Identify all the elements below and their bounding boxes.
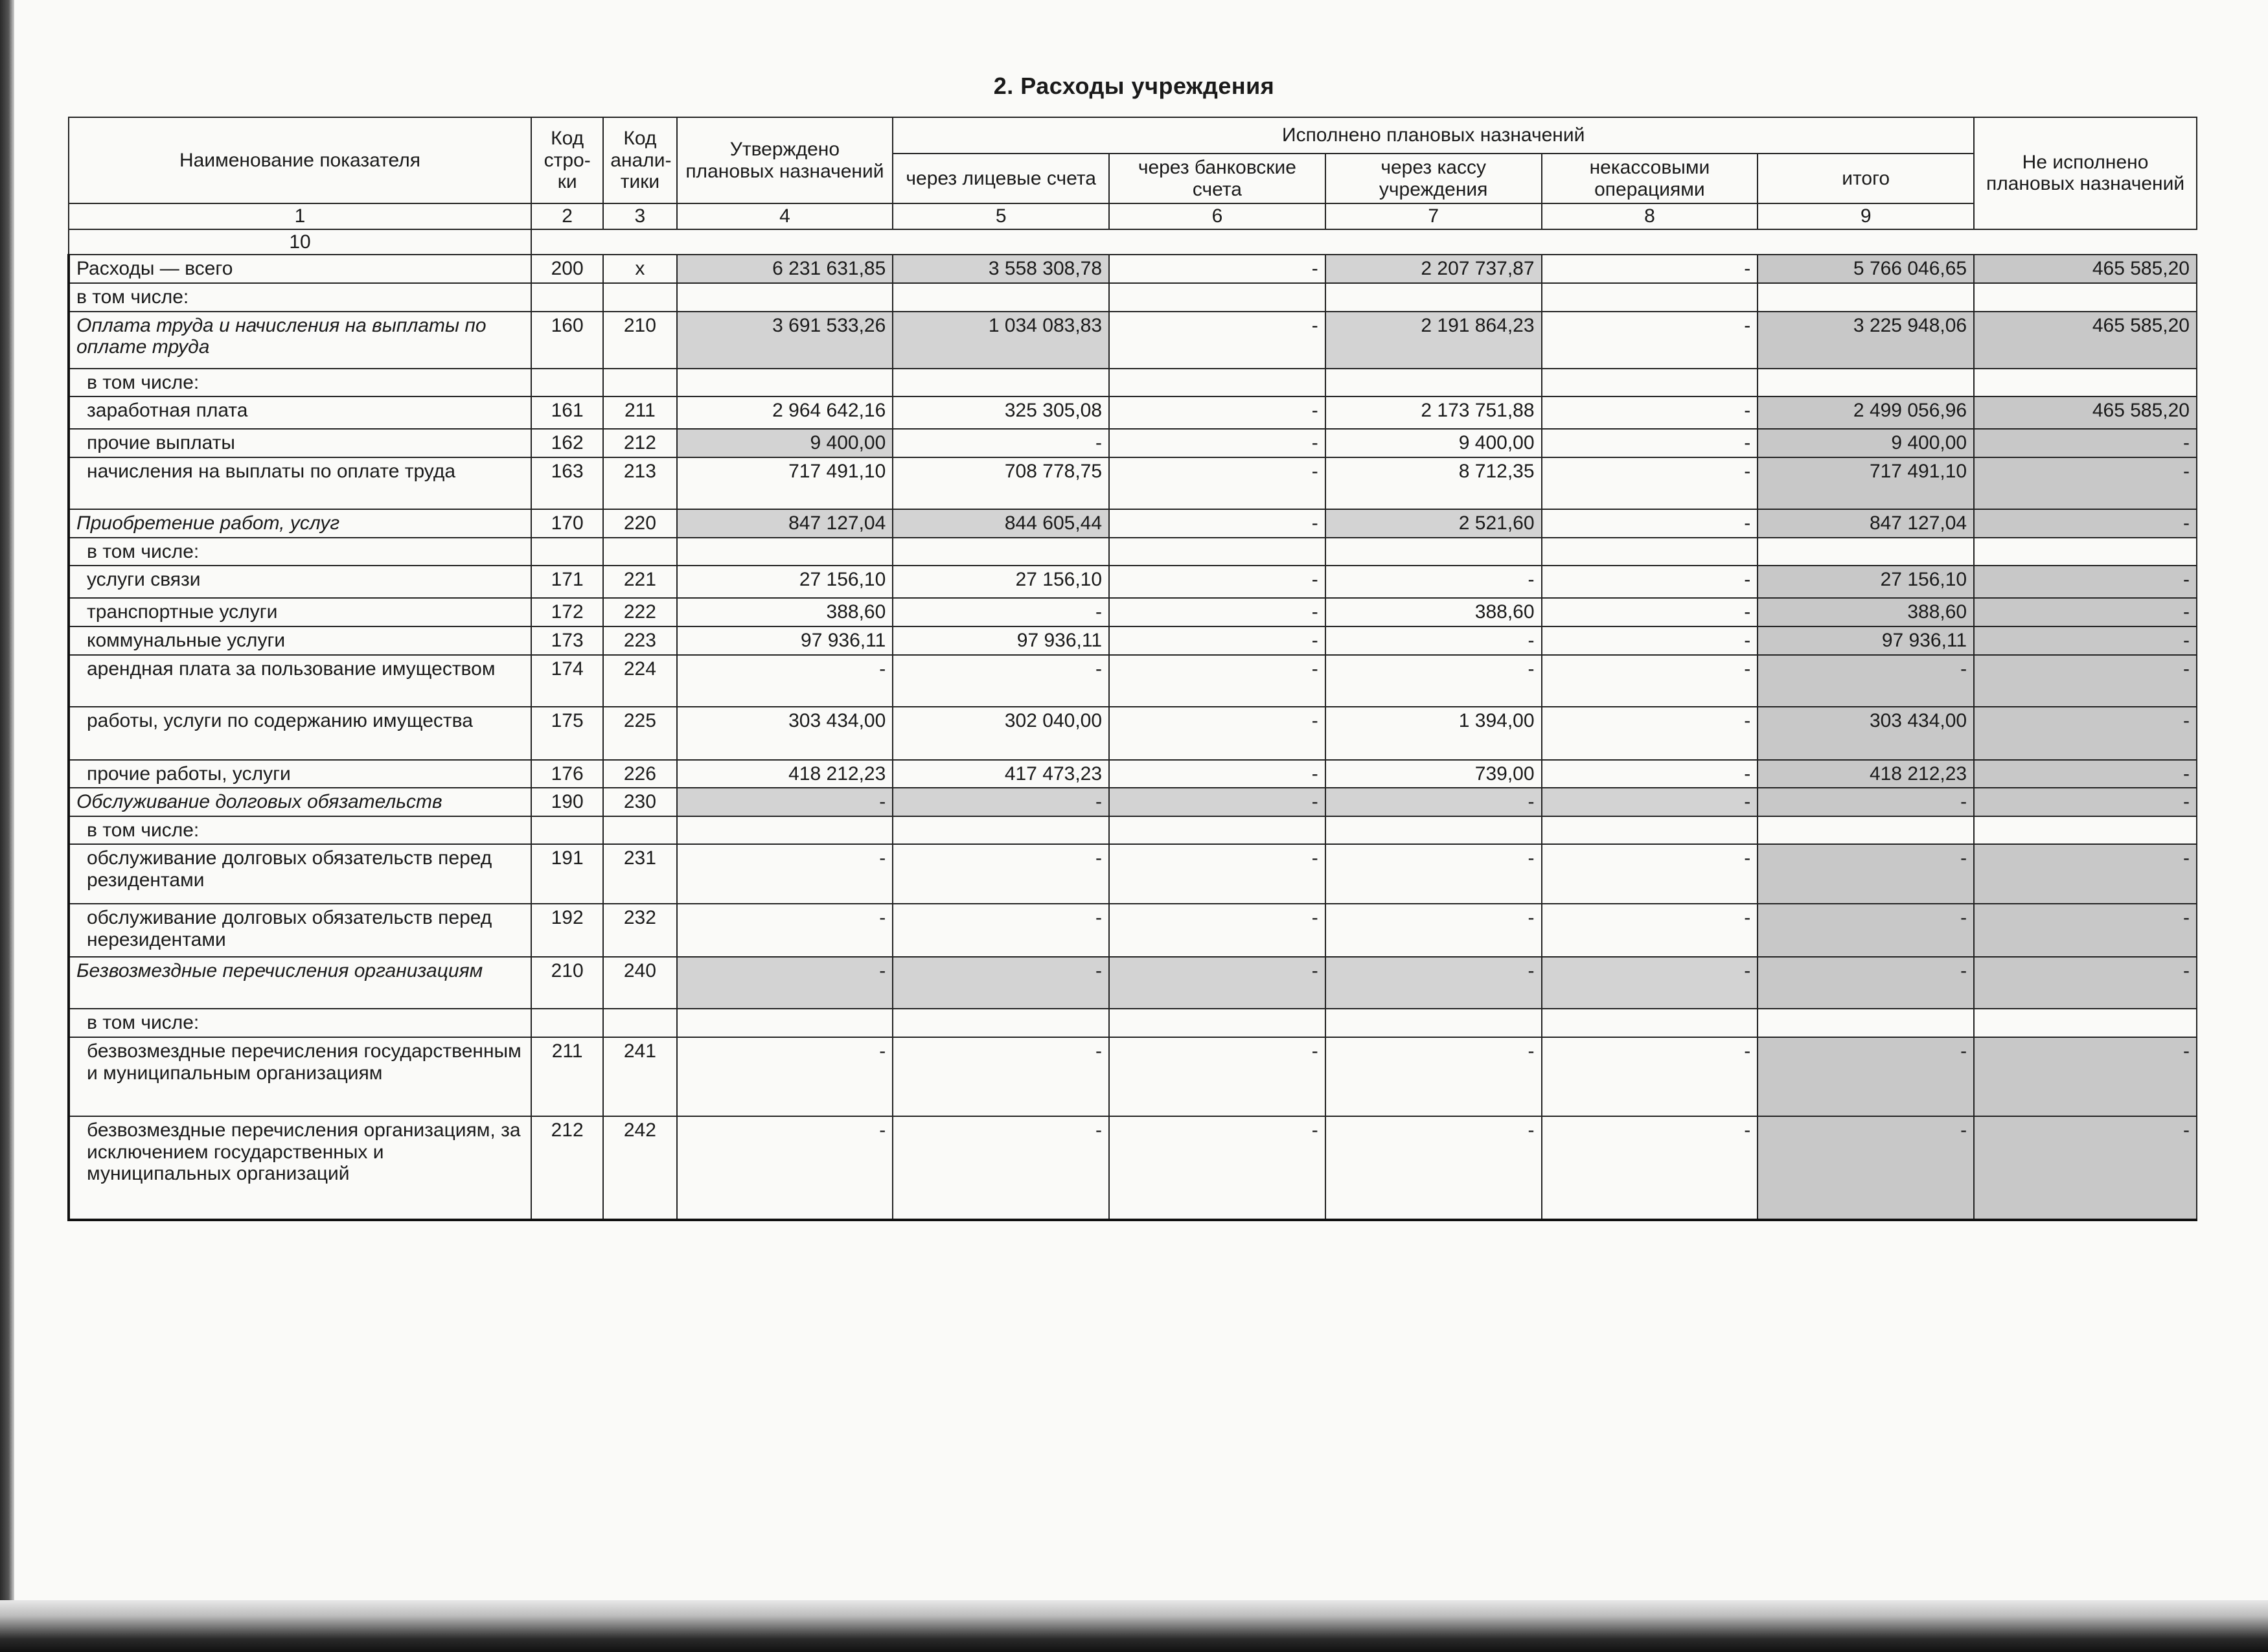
cell-col-7: - xyxy=(1325,904,1542,957)
cell-col-10 xyxy=(1974,538,2197,566)
header-via-bank: через банковские счета xyxy=(1109,154,1325,203)
table-row xyxy=(69,312,2197,369)
row-analytics-code: 213 xyxy=(603,457,676,509)
cell-col-8: - xyxy=(1542,396,1758,429)
table-row xyxy=(69,1116,2197,1220)
row-name: начисления на выплаты по оплате труда xyxy=(69,457,531,509)
column-number: 4 xyxy=(677,203,893,229)
scan-edge-bottom xyxy=(0,1600,2268,1652)
cell-col-5: 417 473,23 xyxy=(893,760,1109,788)
cell-col-7: 1 394,00 xyxy=(1325,707,1542,760)
table-row xyxy=(69,957,2197,1009)
table-row xyxy=(69,1009,2197,1037)
column-number: 2 xyxy=(531,203,603,229)
cell-col-6: - xyxy=(1109,760,1325,788)
cell-col-5: - xyxy=(893,957,1109,1009)
row-code: 173 xyxy=(531,626,603,655)
table-row xyxy=(69,788,2197,816)
row-code xyxy=(531,369,603,397)
row-code: 200 xyxy=(531,255,603,283)
cell-col-8: - xyxy=(1542,429,1758,457)
row-code xyxy=(531,283,603,312)
column-number: 3 xyxy=(603,203,676,229)
cell-col-9: - xyxy=(1758,1116,1974,1220)
row-name: арендная плата за пользование имуществом xyxy=(69,655,531,707)
cell-col-5 xyxy=(893,369,1109,397)
cell-col-4: 9 400,00 xyxy=(677,429,893,457)
cell-col-8: - xyxy=(1542,844,1758,904)
row-name: заработная плата xyxy=(69,396,531,429)
cell-col-7 xyxy=(1325,369,1542,397)
cell-col-8: - xyxy=(1542,904,1758,957)
cell-col-4 xyxy=(677,283,893,312)
cell-col-4: - xyxy=(677,957,893,1009)
cell-col-4: 388,60 xyxy=(677,598,893,626)
cell-col-10 xyxy=(1974,1009,2197,1037)
row-code xyxy=(531,816,603,845)
header-via-personal: через лицевые счета xyxy=(893,154,1109,203)
cell-col-4 xyxy=(677,816,893,845)
cell-col-6 xyxy=(1109,283,1325,312)
row-code: 191 xyxy=(531,844,603,904)
cell-col-8: - xyxy=(1542,457,1758,509)
cell-col-6 xyxy=(1109,538,1325,566)
cell-col-7: - xyxy=(1325,626,1542,655)
cell-col-6: - xyxy=(1109,396,1325,429)
cell-col-6: - xyxy=(1109,1116,1325,1220)
cell-col-10: - xyxy=(1974,1116,2197,1220)
header-noncash: некассовыми операциями xyxy=(1542,154,1758,203)
header-not-executed: Не исполнено плановых назначений xyxy=(1974,117,2197,229)
table-row xyxy=(69,1037,2197,1116)
cell-col-5: - xyxy=(893,788,1109,816)
cell-col-9 xyxy=(1758,816,1974,845)
cell-col-7: 2 207 737,87 xyxy=(1325,255,1542,283)
cell-col-6: - xyxy=(1109,788,1325,816)
page-title: 2. Расходы учреждения xyxy=(993,73,1275,99)
header-total: итого xyxy=(1758,154,1974,203)
cell-col-7: 388,60 xyxy=(1325,598,1542,626)
cell-col-5: - xyxy=(893,1116,1109,1220)
table-row xyxy=(69,538,2197,566)
cell-col-6: - xyxy=(1109,957,1325,1009)
table-row xyxy=(69,598,2197,626)
table-header xyxy=(69,117,2197,255)
table-row xyxy=(69,509,2197,538)
cell-col-9: 418 212,23 xyxy=(1758,760,1974,788)
cell-col-5: - xyxy=(893,655,1109,707)
column-number: 9 xyxy=(1758,203,1974,229)
cell-col-8: - xyxy=(1542,626,1758,655)
table-body xyxy=(69,255,2197,1220)
cell-col-5: - xyxy=(893,904,1109,957)
row-code: 160 xyxy=(531,312,603,369)
row-analytics-code: 231 xyxy=(603,844,676,904)
cell-col-9 xyxy=(1758,538,1974,566)
cell-col-10 xyxy=(1974,816,2197,845)
cell-col-7 xyxy=(1325,283,1542,312)
cell-col-10: - xyxy=(1974,429,2197,457)
cell-col-5 xyxy=(893,538,1109,566)
row-name: в том числе: xyxy=(69,816,531,845)
cell-col-8: - xyxy=(1542,760,1758,788)
cell-col-10: 465 585,20 xyxy=(1974,396,2197,429)
cell-col-8: - xyxy=(1542,598,1758,626)
cell-col-4: - xyxy=(677,844,893,904)
row-code: 174 xyxy=(531,655,603,707)
cell-col-10: - xyxy=(1974,844,2197,904)
cell-col-4: 847 127,04 xyxy=(677,509,893,538)
cell-col-6 xyxy=(1109,1009,1325,1037)
cell-col-6: - xyxy=(1109,509,1325,538)
cell-col-9: 717 491,10 xyxy=(1758,457,1974,509)
column-number: 7 xyxy=(1325,203,1542,229)
cell-col-9: - xyxy=(1758,957,1974,1009)
cell-col-9: 27 156,10 xyxy=(1758,566,1974,598)
cell-col-4: 418 212,23 xyxy=(677,760,893,788)
cell-col-10: - xyxy=(1974,957,2197,1009)
cell-col-6: - xyxy=(1109,566,1325,598)
cell-col-7 xyxy=(1325,538,1542,566)
row-code: 175 xyxy=(531,707,603,760)
row-name: транспортные услуги xyxy=(69,598,531,626)
row-analytics-code: 222 xyxy=(603,598,676,626)
row-analytics-code: 232 xyxy=(603,904,676,957)
cell-col-4: - xyxy=(677,904,893,957)
row-name: безвозмездные перечисления организациям, за исключением государственных и муниципальных организаций xyxy=(69,1116,531,1220)
row-code xyxy=(531,1009,603,1037)
row-code: 190 xyxy=(531,788,603,816)
cell-col-6: - xyxy=(1109,457,1325,509)
cell-col-5: 3 558 308,78 xyxy=(893,255,1109,283)
cell-col-4 xyxy=(677,538,893,566)
cell-col-6: - xyxy=(1109,844,1325,904)
row-analytics-code xyxy=(603,369,676,397)
cell-col-8: - xyxy=(1542,566,1758,598)
cell-col-9 xyxy=(1758,283,1974,312)
cell-col-5 xyxy=(893,283,1109,312)
cell-col-6: - xyxy=(1109,1037,1325,1116)
row-analytics-code: 221 xyxy=(603,566,676,598)
cell-col-8: - xyxy=(1542,1116,1758,1220)
cell-col-5: - xyxy=(893,1037,1109,1116)
table-row xyxy=(69,396,2197,429)
cell-col-9 xyxy=(1758,1009,1974,1037)
table-row xyxy=(69,255,2197,283)
cell-col-8 xyxy=(1542,1009,1758,1037)
row-analytics-code: 240 xyxy=(603,957,676,1009)
row-code: 171 xyxy=(531,566,603,598)
cell-col-4: 27 156,10 xyxy=(677,566,893,598)
cell-col-6: - xyxy=(1109,255,1325,283)
cell-col-8: - xyxy=(1542,655,1758,707)
cell-col-4 xyxy=(677,369,893,397)
cell-col-10: - xyxy=(1974,598,2197,626)
row-analytics-code: 223 xyxy=(603,626,676,655)
table-row xyxy=(69,626,2197,655)
cell-col-5: 302 040,00 xyxy=(893,707,1109,760)
table-row xyxy=(69,566,2197,598)
cell-col-7: - xyxy=(1325,655,1542,707)
cell-col-8: - xyxy=(1542,707,1758,760)
cell-col-4: 303 434,00 xyxy=(677,707,893,760)
table-row xyxy=(69,429,2197,457)
column-number-row xyxy=(69,203,2197,229)
column-number: 5 xyxy=(893,203,1109,229)
row-code: 210 xyxy=(531,957,603,1009)
row-analytics-code: 230 xyxy=(603,788,676,816)
cell-col-10: - xyxy=(1974,509,2197,538)
table-row xyxy=(69,655,2197,707)
cell-col-8 xyxy=(1542,369,1758,397)
cell-col-7: 8 712,35 xyxy=(1325,457,1542,509)
row-analytics-code: 210 xyxy=(603,312,676,369)
row-name: в том числе: xyxy=(69,369,531,397)
cell-col-9: 3 225 948,06 xyxy=(1758,312,1974,369)
header-name: Наименование показателя xyxy=(69,117,531,203)
cell-col-9: - xyxy=(1758,904,1974,957)
cell-col-4: 3 691 533,26 xyxy=(677,312,893,369)
cell-col-8 xyxy=(1542,816,1758,845)
cell-col-5: - xyxy=(893,598,1109,626)
row-analytics-code: 224 xyxy=(603,655,676,707)
column-number: 8 xyxy=(1542,203,1758,229)
row-analytics-code xyxy=(603,1009,676,1037)
row-name: в том числе: xyxy=(69,538,531,566)
cell-col-10: - xyxy=(1974,1037,2197,1116)
cell-col-9: - xyxy=(1758,844,1974,904)
cell-col-10 xyxy=(1974,283,2197,312)
row-name: безвозмездные перечисления государственным и муниципальным организациям xyxy=(69,1037,531,1116)
cell-col-7: 2 173 751,88 xyxy=(1325,396,1542,429)
row-name: Приобретение работ, услуг xyxy=(69,509,531,538)
cell-col-7: 2 521,60 xyxy=(1325,509,1542,538)
header-row-code: Код стро- ки xyxy=(531,117,603,203)
cell-col-8: - xyxy=(1542,957,1758,1009)
cell-col-9: - xyxy=(1758,655,1974,707)
row-name: в том числе: xyxy=(69,1009,531,1037)
cell-col-8: - xyxy=(1542,312,1758,369)
header-via-cash: через кассу учреждения xyxy=(1325,154,1542,203)
row-analytics-code: 212 xyxy=(603,429,676,457)
table-row xyxy=(69,707,2197,760)
row-analytics-code xyxy=(603,538,676,566)
table-row xyxy=(69,369,2197,397)
row-analytics-code: х xyxy=(603,255,676,283)
cell-col-9: 388,60 xyxy=(1758,598,1974,626)
cell-col-8: - xyxy=(1542,1037,1758,1116)
cell-col-6: - xyxy=(1109,312,1325,369)
row-analytics-code: 241 xyxy=(603,1037,676,1116)
row-code xyxy=(531,538,603,566)
row-analytics-code: 226 xyxy=(603,760,676,788)
cell-col-9: 847 127,04 xyxy=(1758,509,1974,538)
row-analytics-code: 225 xyxy=(603,707,676,760)
cell-col-7 xyxy=(1325,1009,1542,1037)
cell-col-6 xyxy=(1109,816,1325,845)
cell-col-8: - xyxy=(1542,788,1758,816)
column-number: 6 xyxy=(1109,203,1325,229)
cell-col-7: 2 191 864,23 xyxy=(1325,312,1542,369)
cell-col-4: - xyxy=(677,788,893,816)
row-code: 161 xyxy=(531,396,603,429)
cell-col-5: 27 156,10 xyxy=(893,566,1109,598)
row-analytics-code xyxy=(603,283,676,312)
cell-col-6: - xyxy=(1109,707,1325,760)
row-analytics-code: 211 xyxy=(603,396,676,429)
cell-col-7: - xyxy=(1325,957,1542,1009)
cell-col-5: - xyxy=(893,844,1109,904)
row-analytics-code: 220 xyxy=(603,509,676,538)
cell-col-5: 97 936,11 xyxy=(893,626,1109,655)
cell-col-10: - xyxy=(1974,566,2197,598)
cell-col-9: - xyxy=(1758,788,1974,816)
table-row xyxy=(69,457,2197,509)
cell-col-10: - xyxy=(1974,655,2197,707)
row-name: Обслуживание долговых обязательств xyxy=(69,788,531,816)
cell-col-4: - xyxy=(677,655,893,707)
cell-col-10: 465 585,20 xyxy=(1974,312,2197,369)
row-analytics-code xyxy=(603,816,676,845)
cell-col-9: 9 400,00 xyxy=(1758,429,1974,457)
cell-col-5: - xyxy=(893,429,1109,457)
cell-col-5: 1 034 083,83 xyxy=(893,312,1109,369)
row-name: услуги связи xyxy=(69,566,531,598)
cell-col-5: 708 778,75 xyxy=(893,457,1109,509)
row-code: 176 xyxy=(531,760,603,788)
scan-edge-left xyxy=(0,0,14,1652)
row-name: коммунальные услуги xyxy=(69,626,531,655)
cell-col-9: 97 936,11 xyxy=(1758,626,1974,655)
cell-col-7: - xyxy=(1325,844,1542,904)
row-name: работы, услуги по содержанию имущества xyxy=(69,707,531,760)
cell-col-8 xyxy=(1542,283,1758,312)
row-name: Расходы — всего xyxy=(69,255,531,283)
header-analytics-code: Код анали- тики xyxy=(603,117,676,203)
cell-col-10: - xyxy=(1974,904,2197,957)
row-name: в том числе: xyxy=(69,283,531,312)
cell-col-8: - xyxy=(1542,509,1758,538)
cell-col-4: - xyxy=(677,1037,893,1116)
table-row xyxy=(69,816,2197,845)
table-row xyxy=(69,760,2197,788)
cell-col-9: 2 499 056,96 xyxy=(1758,396,1974,429)
cell-col-4: 97 936,11 xyxy=(677,626,893,655)
cell-col-9: - xyxy=(1758,1037,1974,1116)
table-row xyxy=(69,844,2197,904)
row-name: прочие выплаты xyxy=(69,429,531,457)
cell-col-4: 2 964 642,16 xyxy=(677,396,893,429)
row-code: 172 xyxy=(531,598,603,626)
table-row xyxy=(69,283,2197,312)
cell-col-6: - xyxy=(1109,429,1325,457)
header-approved: Утверждено плановых назначений xyxy=(677,117,893,203)
row-name: прочие работы, услуги xyxy=(69,760,531,788)
cell-col-9: 5 766 046,65 xyxy=(1758,255,1974,283)
header-executed: Исполнено плановых назначений xyxy=(893,117,1974,154)
row-code: 163 xyxy=(531,457,603,509)
row-analytics-code: 242 xyxy=(603,1116,676,1220)
cell-col-5: 844 605,44 xyxy=(893,509,1109,538)
cell-col-6: - xyxy=(1109,904,1325,957)
cell-col-10 xyxy=(1974,369,2197,397)
cell-col-4: 6 231 631,85 xyxy=(677,255,893,283)
cell-col-6 xyxy=(1109,369,1325,397)
cell-col-6: - xyxy=(1109,626,1325,655)
cell-col-6: - xyxy=(1109,598,1325,626)
cell-col-7: - xyxy=(1325,1037,1542,1116)
cell-col-7: - xyxy=(1325,566,1542,598)
cell-col-8: - xyxy=(1542,255,1758,283)
cell-col-9: 303 434,00 xyxy=(1758,707,1974,760)
cell-col-10: - xyxy=(1974,457,2197,509)
cell-col-6: - xyxy=(1109,655,1325,707)
row-code: 212 xyxy=(531,1116,603,1220)
cell-col-7: 739,00 xyxy=(1325,760,1542,788)
cell-col-10: 465 585,20 xyxy=(1974,255,2197,283)
row-name: обслуживание долговых обязательств перед резидентами xyxy=(69,844,531,904)
cell-col-4: 717 491,10 xyxy=(677,457,893,509)
column-number: 10 xyxy=(69,229,531,255)
cell-col-4 xyxy=(677,1009,893,1037)
cell-col-10: - xyxy=(1974,626,2197,655)
cell-col-7: 9 400,00 xyxy=(1325,429,1542,457)
row-name: Безвозмездные перечисления организациям xyxy=(69,957,531,1009)
column-number: 1 xyxy=(69,203,531,229)
row-code: 192 xyxy=(531,904,603,957)
cell-col-7: - xyxy=(1325,788,1542,816)
row-code: 170 xyxy=(531,509,603,538)
cell-col-8 xyxy=(1542,538,1758,566)
row-code: 162 xyxy=(531,429,603,457)
cell-col-9 xyxy=(1758,369,1974,397)
table-row xyxy=(69,904,2197,957)
cell-col-7 xyxy=(1325,816,1542,845)
cell-col-4: - xyxy=(677,1116,893,1220)
cell-col-10: - xyxy=(1974,707,2197,760)
row-name: Оплата труда и начисления на выплаты по оплате труда xyxy=(69,312,531,369)
row-name: обслуживание долговых обязательств перед нерезидентами xyxy=(69,904,531,957)
cell-col-5 xyxy=(893,816,1109,845)
expenses-table xyxy=(67,117,2197,1221)
cell-col-10: - xyxy=(1974,760,2197,788)
cell-col-7: - xyxy=(1325,1116,1542,1220)
row-code: 211 xyxy=(531,1037,603,1116)
cell-col-5: 325 305,08 xyxy=(893,396,1109,429)
cell-col-10: - xyxy=(1974,788,2197,816)
cell-col-5 xyxy=(893,1009,1109,1037)
